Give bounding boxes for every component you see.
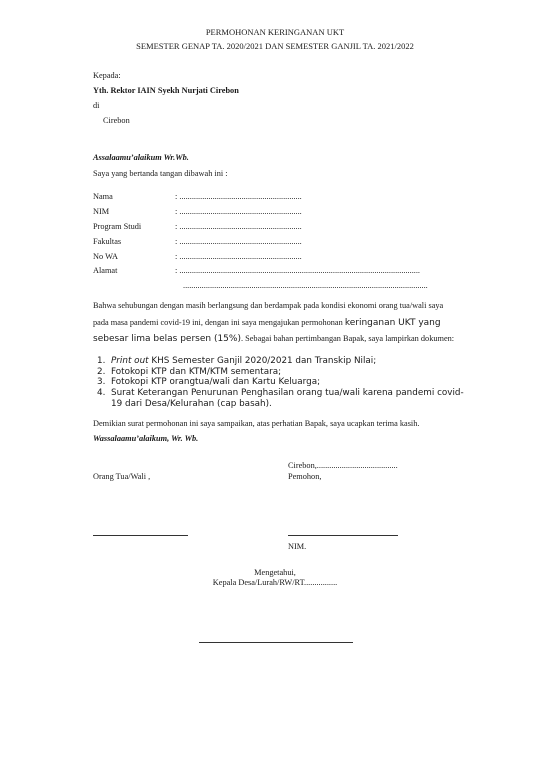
attachment-number-4: 4. — [97, 388, 106, 398]
body-line-2 — [93, 318, 441, 328]
attachment-item-4-continuation: 19 dari Desa/Kelurahan (cap basah). — [111, 399, 272, 409]
field-value-fakultas: : ........................................................... — [175, 237, 302, 246]
field-label-nama: Nama — [93, 192, 113, 201]
signature-line-parent — [93, 535, 188, 536]
body-line-1: Bahwa sehubungan dengan masih berlangsung dan berdampak pada kondisi ekonomi orang tua/wali saya — [93, 301, 444, 310]
signature-role-applicant: Pemohon, — [288, 472, 322, 481]
recipient-city: Cirebon — [103, 116, 130, 125]
place-date: Cirebon,....................................... — [288, 461, 398, 470]
attachment-number-1: 1. — [97, 356, 106, 366]
field-label-nim: NIM — [93, 207, 110, 216]
field-value-no-wa: : ........................................................... — [175, 252, 302, 261]
field-label-alamat: Alamat — [93, 266, 118, 275]
document-title: PERMOHONAN KERINGANAN UKT — [205, 27, 345, 37]
applicant-nim: NIM. — [288, 542, 307, 551]
attachment-text-3: Fotokopi KTP orangtua/wali dan Kartu Keluarga; — [111, 377, 321, 387]
recipient-name: Yth. Rektor IAIN Syekh Nurjati Cirebon — [93, 86, 239, 95]
body-line-3-text: . Sebagai bahan pertimbangan Bapak, saya lampirkan dokumen: — [240, 334, 455, 343]
field-label-fakultas: Fakultas — [93, 237, 122, 246]
attachment-item-3 — [97, 377, 321, 387]
signature-line-applicant — [288, 535, 398, 536]
attachment-item-2 — [97, 367, 282, 377]
attachment-print-out: Print out — [111, 356, 149, 366]
field-label-no-wa: No WA — [93, 252, 118, 261]
field-value-nama: : ........................................................... — [175, 192, 302, 201]
attachment-number-3: 3. — [97, 377, 106, 387]
body-line-2-emphasis: keringanan UKT yang — [344, 318, 441, 328]
attachment-number-2: 2. — [97, 367, 106, 377]
greeting-intro: Saya yang bertanda tangan dibawah ini : — [93, 169, 228, 178]
attachment-text-1: KHS Semester Ganjil 2020/2021 dan Transkip Nilai; — [148, 356, 377, 366]
attachment-item-4 — [97, 388, 464, 398]
document-subtitle: SEMESTER GENAP TA. 2020/2021 DAN SEMESTER GANJIL TA. 2021/2022 — [136, 41, 414, 51]
signature-role-parent: Orang Tua/Wali , — [93, 472, 151, 481]
recipient-kepada: Kepada: — [93, 71, 121, 80]
attachment-text-2: Fotokopi KTP dan KTM/KTM sementara; — [111, 367, 282, 377]
signature-line-village-head — [199, 642, 353, 643]
attachment-item-1 — [97, 356, 377, 366]
body-line-3 — [93, 334, 454, 344]
closing-salam: Wassalaamu’alaikum, Wr. Wb. — [93, 434, 199, 443]
recipient-di: di — [93, 101, 100, 110]
field-value-program-studi: : ........................................................... — [175, 222, 302, 231]
field-label-program-studi: Program Studi — [93, 222, 142, 231]
closing-text: Demikian surat permohonan ini saya sampaikan, atas perhatian Bapak, saya ucapkan terima kasih. — [93, 419, 420, 428]
body-line-2-text: pada masa pandemi covid-19 ini, dengan ini saya mengajukan permohonan — [93, 318, 345, 327]
field-value-nim: : ........................................................... — [175, 207, 302, 216]
field-value-alamat: : .................................................................................................................... — [175, 266, 420, 275]
field-value-alamat-line2: ...................................................................................................................... — [183, 281, 428, 290]
village-head-label: Kepala Desa/Lurah/RW/RT................ — [212, 578, 338, 587]
attachment-text-4-line1: Surat Keterangan Penurunan Penghasilan orang tua/wali karena pandemi covid- — [111, 388, 464, 398]
body-line-3-emphasis: sebesar lima belas persen (15%) — [93, 334, 241, 344]
acknowledged-label: Mengetahui, — [254, 568, 296, 577]
greeting-salam: Assalaamu’alaikum Wr.Wb. — [93, 153, 189, 162]
